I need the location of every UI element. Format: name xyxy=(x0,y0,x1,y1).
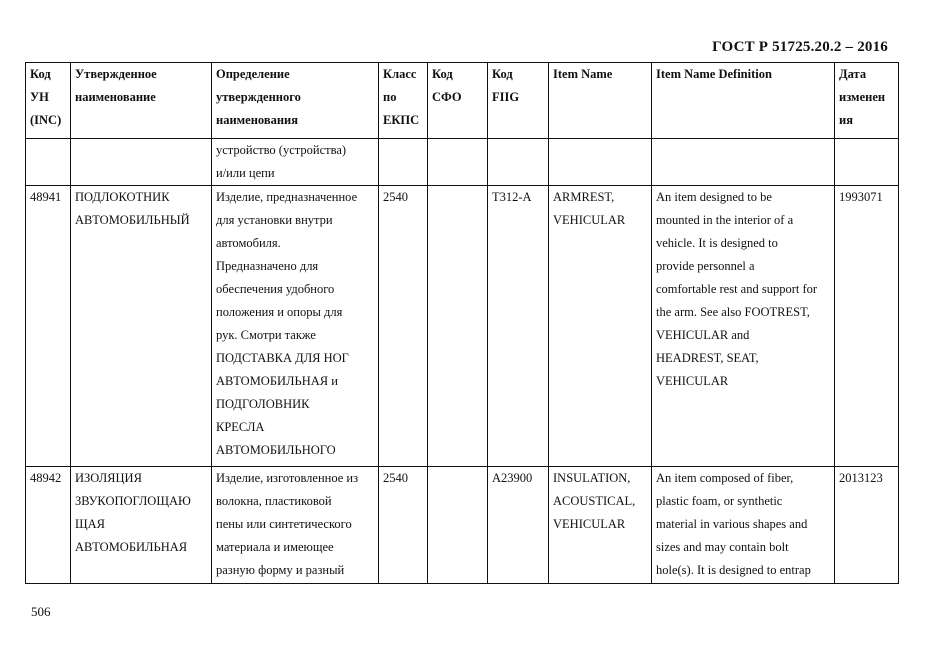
cell-change-date: 1993071 xyxy=(835,186,899,467)
column-header-item-name-definition xyxy=(652,63,835,139)
column-header-change-date xyxy=(835,63,899,139)
header-text-line: утвержденного xyxy=(216,90,301,104)
cell-text-line: VEHICULAR xyxy=(656,374,729,388)
page-number: 506 xyxy=(31,604,51,619)
column-header-approved-name xyxy=(71,63,212,139)
cell-text-line: sizes and may contain bolt xyxy=(656,540,789,554)
cell-text-line: ПОДГОЛОВНИК xyxy=(216,397,310,411)
cell-text-line: material in various shapes and xyxy=(656,517,808,531)
column-header-item-name xyxy=(549,63,652,139)
cell-text-line: Предназначено для xyxy=(216,259,319,273)
document-standard-header: ГОСТ Р 51725.20.2 – 2016 xyxy=(712,39,888,55)
cell-text-line: comfortable rest and support for xyxy=(656,282,818,296)
column-header-definition xyxy=(212,63,379,139)
cell-sfo xyxy=(428,139,488,186)
cell-text-line: материала и имеющее xyxy=(216,540,334,554)
cell-text-line: ACOUSTICAL, xyxy=(553,494,636,508)
cell-text-line: положения и опоры для xyxy=(216,305,343,319)
header-text-line: (INC) xyxy=(30,113,62,127)
header-text-line: изменен xyxy=(839,90,886,104)
cell-text-line: ПОДЛОКОТНИК xyxy=(75,190,170,204)
cell-item-name xyxy=(549,186,652,467)
cell-text-line: волокна, пластиковой xyxy=(216,494,332,508)
cell-approved-name xyxy=(71,186,212,467)
header-text-line: Утвержденное xyxy=(75,67,157,81)
header-text-line: FIIG xyxy=(492,90,520,104)
cell-text-line: ЗВУКОПОГЛОЩАЮ xyxy=(75,494,191,508)
cell-text-line: Изделие, предназначенное xyxy=(216,190,358,204)
cell-text-line: и/или цепи xyxy=(216,166,275,180)
cell-class: 2540 xyxy=(379,467,428,584)
cell-text-line: разную форму и разный xyxy=(216,563,345,577)
table-body xyxy=(26,139,899,584)
cell-text-line: ЩАЯ xyxy=(75,517,105,531)
cell-fiig: A23900 xyxy=(488,467,549,584)
header-text-line: УН xyxy=(30,90,49,104)
cell-inc: 48942 xyxy=(26,467,71,584)
cell-text-line: HEADREST, SEAT, xyxy=(656,351,759,365)
cell-item-name-definition xyxy=(652,186,835,467)
cell-change-date xyxy=(835,139,899,186)
cell-item-name xyxy=(549,467,652,584)
cell-sfo xyxy=(428,186,488,467)
cell-text-line: An item composed of fiber, xyxy=(656,471,794,485)
cell-text-line: Изделие, изготовленное из xyxy=(216,471,359,485)
cell-text-line: АВТОМОБИЛЬНЫЙ xyxy=(75,213,190,227)
header-text-line: наименования xyxy=(216,113,299,127)
header-text-line: Item Name Definition xyxy=(656,67,772,81)
cell-text-line: АВТОМОБИЛЬНАЯ xyxy=(75,540,188,554)
header-text-line: Код xyxy=(432,67,453,81)
column-header-class xyxy=(379,63,428,139)
cell-text-line: автомобиля. xyxy=(216,236,281,250)
cell-text-line: the arm. See also FOOTREST, xyxy=(656,305,810,319)
header-text-line: Класс xyxy=(383,67,417,81)
cell-text-line: рук. Смотри также xyxy=(216,328,316,342)
cell-text-line: hole(s). It is designed to entrap xyxy=(656,563,811,577)
header-text-line: Определение xyxy=(216,67,290,81)
cell-text-line: АВТОМОБИЛЬНОГО xyxy=(216,443,336,457)
cell-text-line: INSULATION, xyxy=(553,471,631,485)
cell-inc xyxy=(26,139,71,186)
cell-text-line: An item designed to be xyxy=(656,190,772,204)
cell-text-line: для установки внутри xyxy=(216,213,333,227)
header-text-line: ия xyxy=(839,113,853,127)
header-text-line: Item Name xyxy=(553,67,613,81)
header-text-line: по xyxy=(383,90,397,104)
table-row xyxy=(26,139,899,186)
cell-text-line: ПОДСТАВКА ДЛЯ НОГ xyxy=(216,351,349,365)
column-header-inc xyxy=(26,63,71,139)
cell-definition xyxy=(212,186,379,467)
cell-approved-name xyxy=(71,467,212,584)
cell-text-line: пены или синтетического xyxy=(216,517,352,531)
cell-text-line: устройство (устройства) xyxy=(216,143,347,157)
catalog-table xyxy=(25,62,899,584)
cell-definition xyxy=(212,467,379,584)
cell-class: 2540 xyxy=(379,186,428,467)
cell-definition xyxy=(212,139,379,186)
cell-text-line: VEHICULAR and xyxy=(656,328,750,342)
header-text-line: Дата xyxy=(839,67,867,81)
table-row xyxy=(26,467,899,584)
cell-fiig: T312-A xyxy=(488,186,549,467)
cell-class xyxy=(379,139,428,186)
table-row xyxy=(26,186,899,467)
cell-text-line: VEHICULAR xyxy=(553,213,626,227)
header-text-line: ЕКПС xyxy=(383,113,420,127)
cell-text-line: ИЗОЛЯЦИЯ xyxy=(75,471,142,485)
cell-inc: 48941 xyxy=(26,186,71,467)
cell-fiig xyxy=(488,139,549,186)
header-text-line: Код xyxy=(492,67,513,81)
cell-text-line: provide personnel a xyxy=(656,259,755,273)
cell-text-line: обеспечения удобного xyxy=(216,282,335,296)
cell-item-name-definition xyxy=(652,139,835,186)
cell-text-line: plastic foam, or synthetic xyxy=(656,494,783,508)
cell-text-line: КРЕСЛА xyxy=(216,420,265,434)
column-header-fiig xyxy=(488,63,549,139)
cell-text-line: VEHICULAR xyxy=(553,517,626,531)
cell-item-name-definition xyxy=(652,467,835,584)
cell-approved-name xyxy=(71,139,212,186)
header-text-line: СФО xyxy=(432,90,462,104)
cell-change-date: 2013123 xyxy=(835,467,899,584)
cell-text-line: ARMREST, xyxy=(553,190,615,204)
header-text-line: Код xyxy=(30,67,51,81)
table-header-row xyxy=(26,63,899,139)
header-text-line: наименование xyxy=(75,90,156,104)
cell-text-line: mounted in the interior of a xyxy=(656,213,794,227)
cell-text-line: vehicle. It is designed to xyxy=(656,236,778,250)
column-header-sfo xyxy=(428,63,488,139)
cell-sfo xyxy=(428,467,488,584)
cell-item-name xyxy=(549,139,652,186)
cell-text-line: АВТОМОБИЛЬНАЯ и xyxy=(216,374,338,388)
